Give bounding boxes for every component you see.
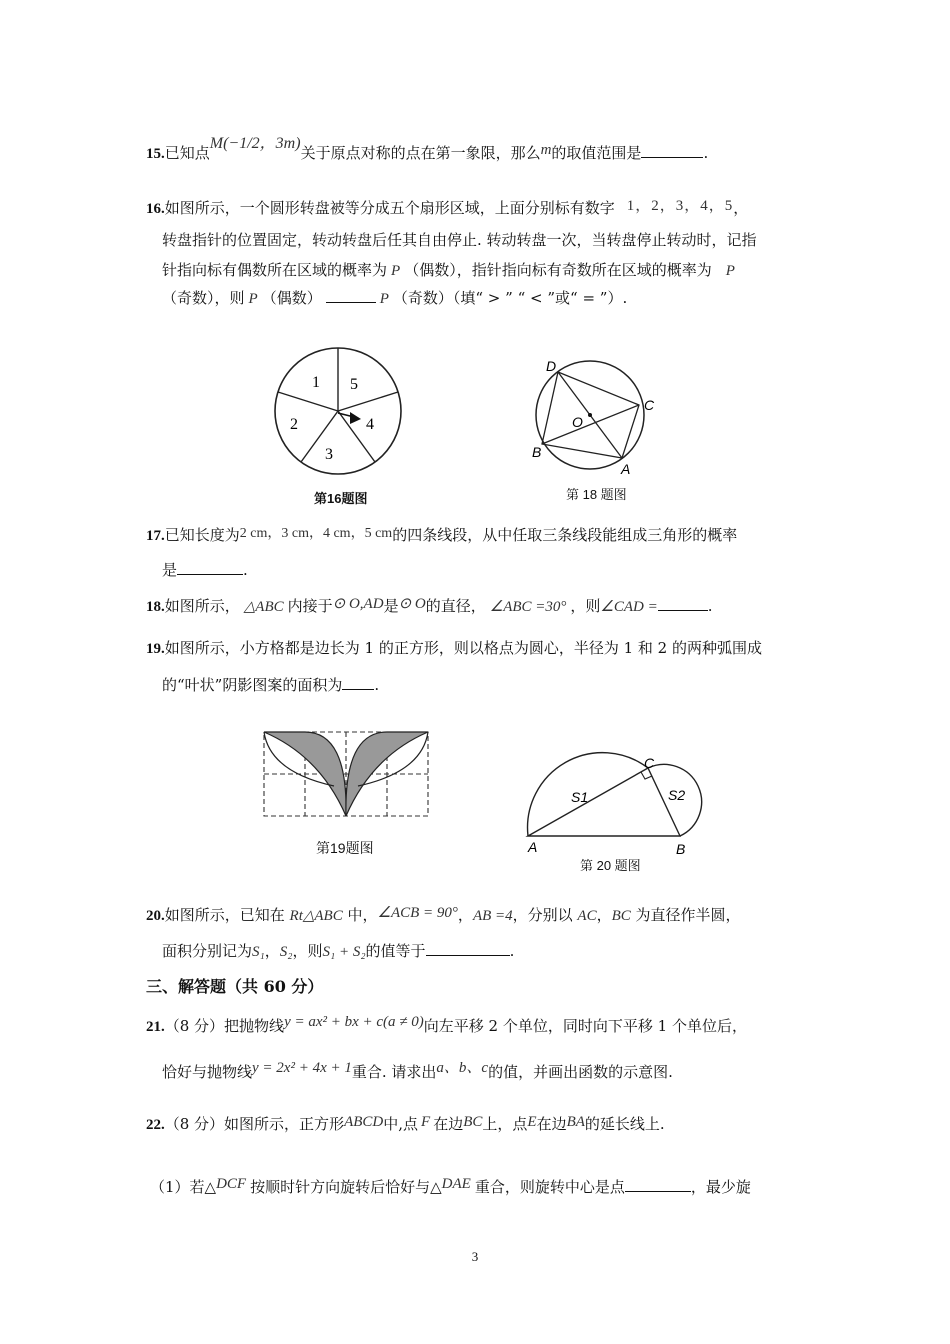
q19-text-1: 如图所示，小方格都是边长为 1 的正方形，则以格点为圆心，半径为 1 和 2 的两种弧围成: [164, 639, 762, 657]
label-S1: S1: [571, 789, 589, 805]
page-number: 3: [471, 1249, 479, 1264]
q15-number: 15.: [146, 146, 165, 162]
q17-text-1: 已知长度为: [164, 526, 240, 544]
q21-equation-1: y = ax² + bx + c(a ≠ 0): [284, 1014, 424, 1030]
q16-comma: ，: [733, 199, 749, 217]
label-D: D: [546, 358, 557, 374]
q20-text-9: 的值等于: [365, 942, 426, 960]
q16-P1: P: [391, 263, 401, 279]
q17-answer-blank[interactable]: [177, 560, 243, 575]
label-A: A: [528, 839, 538, 855]
q20-text-5: ，: [596, 906, 612, 924]
label-C: C: [644, 755, 655, 771]
q17-number: 17.: [146, 528, 165, 544]
q15-point: M(−1/2，3m): [209, 135, 301, 152]
q18-answer-blank[interactable]: [658, 596, 708, 611]
q20-text-3: ，: [457, 906, 473, 924]
q18-text-5: ，则: [570, 597, 601, 615]
q19-answer-blank[interactable]: [342, 675, 374, 690]
question-16-line-2: 转盘指针的位置固定，转动转盘后任其自由停止. 转动转盘一次，当转盘停止转动时，记指: [162, 231, 757, 249]
q20-triangle: Rt△ABC: [289, 908, 343, 924]
q18-text-4: 的直径，: [425, 597, 486, 615]
q22-BA: BA: [566, 1114, 585, 1130]
label-C: C: [644, 397, 655, 413]
q22-text-3: 在边: [433, 1115, 464, 1133]
q22-text-5: 在边: [536, 1115, 567, 1133]
q17-text-2: 的四条线段，从中任取三条线段能组成三角形的概率: [392, 526, 738, 544]
question-20-line-2: 面积分别记为S₁，S₂，则S₁ + S₂的值等于 .: [162, 942, 515, 960]
q22-F: F: [421, 1114, 431, 1130]
question-15: [146, 135, 709, 164]
label-O: O: [572, 414, 583, 430]
q20-text-1: 如图所示，已知在: [164, 906, 290, 924]
q18-angle-CAD: ∠CAD =: [600, 599, 658, 615]
section-heading-3: 三、解答题（共 60 分）: [146, 977, 324, 996]
q15-text-3: 的取值范围是: [551, 144, 642, 162]
q21-text-2: 向左平移 2 个单位，同时向下平移 1 个单位后，: [423, 1017, 747, 1035]
q22-p1-text-4: ，最少旋: [690, 1178, 751, 1196]
q19-end: .: [374, 676, 380, 694]
question-18: [146, 596, 713, 617]
q20-number: 20.: [146, 908, 165, 924]
fig16-caption: 第16题图: [314, 491, 368, 506]
q17-text-3: 是: [162, 561, 178, 579]
q20-text-8: ，则: [292, 942, 323, 960]
leaf-pattern-figure: [260, 728, 435, 820]
q22-text-6: 的延长线上.: [584, 1115, 665, 1133]
q22-text-4: 上，点: [482, 1115, 528, 1133]
q20-S2: S₂: [279, 944, 293, 960]
question-17-line-2: [162, 560, 248, 580]
triangle-ABC: [528, 768, 680, 836]
segment-BC: [542, 405, 639, 444]
sector-label-5: 5: [350, 376, 358, 393]
question-17-line-1: [146, 525, 737, 547]
q22-DCF: DCF: [216, 1176, 247, 1192]
sector-label-3: 3: [325, 446, 333, 463]
question-16-line-3: [162, 260, 735, 281]
sector-label-1: 1: [312, 374, 320, 391]
center-point: [588, 413, 592, 417]
label-S2: S2: [668, 787, 686, 803]
q16-numbers: 1，2，3，4，5: [626, 198, 734, 214]
q21-equation-2: y = 2x² + 4x + 1: [252, 1060, 352, 1076]
label-B: B: [676, 841, 686, 857]
pointer-arrow-icon: [350, 412, 361, 424]
q16-P2: P: [725, 263, 735, 279]
q20-S1: S₁: [252, 944, 265, 960]
q19-text-2: 的“叶状”阴影图案的面积为: [162, 676, 343, 694]
q16-text-4a: （奇数），则: [162, 289, 245, 307]
q17-end: .: [243, 561, 248, 579]
q18-angle-ABC: ∠ABC =30°: [489, 599, 567, 615]
spinner-figure: [270, 345, 410, 480]
label-A: A: [621, 461, 631, 477]
question-21-line-1: [146, 1016, 747, 1037]
q18-text-3: 是: [383, 597, 399, 615]
q20-sum: S₁ + S₂: [322, 944, 366, 960]
q19-number: 19.: [146, 641, 165, 657]
question-22-part-1: [150, 1177, 751, 1198]
q16-number: 16.: [146, 201, 165, 217]
q18-text-2: 内接于: [287, 597, 333, 615]
q15-m: m: [540, 142, 552, 158]
q16-text-4c: （奇数）（填“ > ” “ < ”或“ = ”）.: [392, 289, 628, 307]
q20-AB: AB =4: [472, 908, 513, 924]
q18-text-1: 如图所示，: [164, 597, 240, 615]
question-21-line-2: [162, 1062, 673, 1083]
q16-text-3a: 针指向标有偶数所在区域的概率为: [162, 261, 388, 279]
q16-answer-blank[interactable]: [326, 288, 376, 303]
q22-answer-blank[interactable]: [625, 1177, 691, 1192]
q20-end: .: [509, 942, 515, 960]
q18-triangle: △ABC: [243, 599, 284, 615]
q18-circle-O: ⊙ O: [398, 596, 426, 612]
q18-number: 18.: [146, 599, 165, 615]
question-19-line-2: [162, 675, 379, 695]
q22-DAE: DAE: [441, 1176, 471, 1192]
q15-answer-blank[interactable]: [641, 143, 703, 158]
q16-text-4b: （偶数）: [261, 289, 322, 307]
q22-p1-text-3: 重合，则旋转中心是点: [474, 1178, 625, 1196]
circle-figure-18: [528, 355, 663, 480]
q15-end: .: [703, 144, 709, 162]
q20-answer-blank[interactable]: [426, 941, 510, 956]
q22-p1-text-2: 按顺时针方向旋转后恰好与△: [250, 1178, 442, 1196]
q22-square: ABCD: [344, 1114, 384, 1130]
q22-text-2: 中,点: [383, 1115, 419, 1133]
sector-label-4: 4: [366, 416, 374, 433]
q15-text-2: 关于原点对称的点在第一象限，那么: [300, 144, 541, 162]
fig19-caption: 第19题图: [316, 840, 374, 856]
fig20-caption: 第 20 题图: [580, 858, 641, 873]
q22-text-1: （8 分）如图所示，正方形: [164, 1115, 345, 1133]
q22-E: E: [527, 1114, 537, 1130]
question-16-line-1: [146, 198, 748, 219]
q20-angle: ∠ACB = 90°: [377, 905, 458, 921]
q16-P4: P: [379, 291, 389, 307]
q21-text-5: 的值，并画出函数的示意图.: [488, 1063, 673, 1081]
question-19-line-1: [146, 638, 762, 659]
sector-label-2: 2: [290, 416, 298, 433]
q20-text-7: 面积分别记为: [162, 942, 253, 960]
q22-p1-text-1: （1）若△: [150, 1178, 217, 1196]
q18-circle-O-AD: ⊙ O,AD: [332, 596, 384, 612]
question-22: [146, 1114, 665, 1135]
q15-text-1: 已知点: [164, 144, 210, 162]
semicircles-figure: [520, 728, 715, 858]
question-20-line-1: [146, 905, 741, 926]
fig18-caption: 第 18 题图: [566, 487, 627, 502]
q21-abc: a、b、c: [436, 1060, 489, 1076]
question-16-line-4: [162, 288, 627, 309]
q20-text-2: 中，: [342, 906, 378, 924]
q20-AC: AC: [577, 908, 597, 924]
q17-lengths: 2 cm，3 cm，4 cm，5 cm: [239, 526, 393, 541]
q20-text-4: ，分别以: [512, 906, 578, 924]
label-B: B: [532, 444, 542, 460]
q16-P3: P: [248, 291, 258, 307]
q21-number: 21.: [146, 1019, 165, 1035]
q22-BC: BC: [463, 1114, 483, 1130]
q21-text-4: 重合. 请求出: [351, 1063, 437, 1081]
q21-text-3: 恰好与抛物线: [162, 1063, 253, 1081]
q22-number: 22.: [146, 1117, 165, 1133]
q16-text-1: 如图所示，一个圆形转盘被等分成五个扇形区域，上面分别标有数字: [164, 199, 615, 217]
q20-text-6: 为直径作半圆，: [630, 906, 741, 924]
q18-end: .: [707, 597, 713, 615]
q16-text-3b: （偶数），指针指向标有奇数所在区域的概率为: [404, 261, 712, 279]
q20-BC: BC: [611, 908, 631, 924]
q21-text-1: （8 分）把抛物线: [164, 1017, 285, 1035]
